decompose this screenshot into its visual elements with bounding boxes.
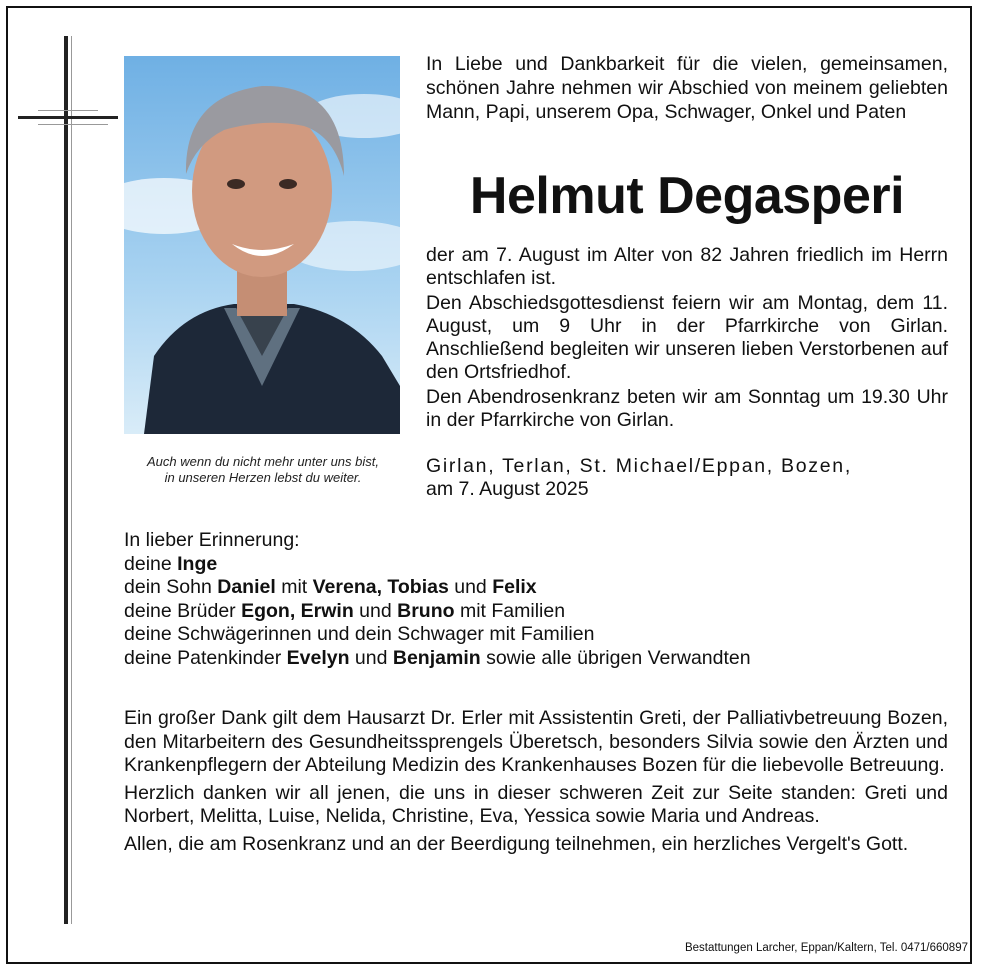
intro-text: In Liebe und Dankbarkeit für die vielen, gemeinsamen, schönen Jahre nehmen wir Abschied von meinem geliebten Mann, Papi, unserem Opa, Schwager, Onkel und Paten — [426, 53, 948, 123]
caption-line: in unseren Herzen lebst du weiter. — [164, 470, 362, 485]
photo-caption — [110, 454, 416, 486]
portrait-photo — [124, 56, 400, 434]
thanks-text — [124, 707, 948, 860]
paragraph: Den Abendrosenkranz beten wir am Sonntag um 19.30 Uhr in der Pfarrkirche von Girlan. — [426, 386, 948, 431]
memory-line: deine Schwägerinnen und dein Schwager mit Familien — [124, 623, 595, 645]
memory-list — [124, 529, 954, 670]
paragraph: Herzlich danken wir all jenen, die uns in dieser schweren Zeit zur Seite standen: Greti und Norbert, Melitta, Luise, Nelida, Christine, Eva, Yessica sowie Maria und Andreas. — [124, 781, 948, 827]
memory-line: dein Sohn Daniel mit Verena, Tobias und Felix — [124, 576, 537, 598]
memory-line: deine Brüder Egon, Erwin und Bruno mit Familien — [124, 599, 566, 622]
date-line: am 7. August 2025 — [426, 478, 589, 500]
paragraph: Allen, die am Rosenkranz und an der Beerdigung teilnehmen, ein herzliches Vergelt's Gott. — [124, 832, 909, 855]
caption-line: Auch wenn du nicht mehr unter uns bist, — [147, 454, 379, 469]
paragraph: Ein großer Dank gilt dem Hausarzt Dr. Erler mit Assistentin Greti, der Palliativbetreuung Bozen, den Mitarbeitern des Gesundheitssprengels Überetsch, besonders Silvia sowie den Ärzten und Krankenpflegern der Abteilung Medizin des Krankenhauses Bozen für die liebevolle Betreuung. — [124, 707, 948, 776]
paragraph: der am 7. August im Alter von 82 Jahren friedlich im Herrn entschlafen ist. — [426, 244, 948, 289]
memory-line: deine Inge — [124, 552, 218, 575]
memory-line: deine Patenkinder Evelyn und Benjamin sowie alle übrigen Verwandten — [124, 646, 751, 669]
paragraph: Den Abschiedsgottesdienst feiern wir am Montag, dem 11. August, um 9 Uhr in der Pfarrkirche von Girlan. Anschließend begleiten wir unseren lieben Verstorbenen auf den Ortsfriedhof. — [426, 292, 948, 383]
memory-heading: In lieber Erinnerung: — [124, 529, 300, 551]
deceased-name: Helmut Degasperi — [469, 167, 905, 225]
place-line: Girlan, Terlan, St. Michael/Eppan, Bozen, — [426, 455, 852, 477]
place-date — [426, 455, 948, 501]
funeral-home-footer: Bestattungen Larcher, Eppan/Kaltern, Tel. 0471/660897 — [684, 942, 968, 954]
announcement-text — [426, 244, 948, 434]
